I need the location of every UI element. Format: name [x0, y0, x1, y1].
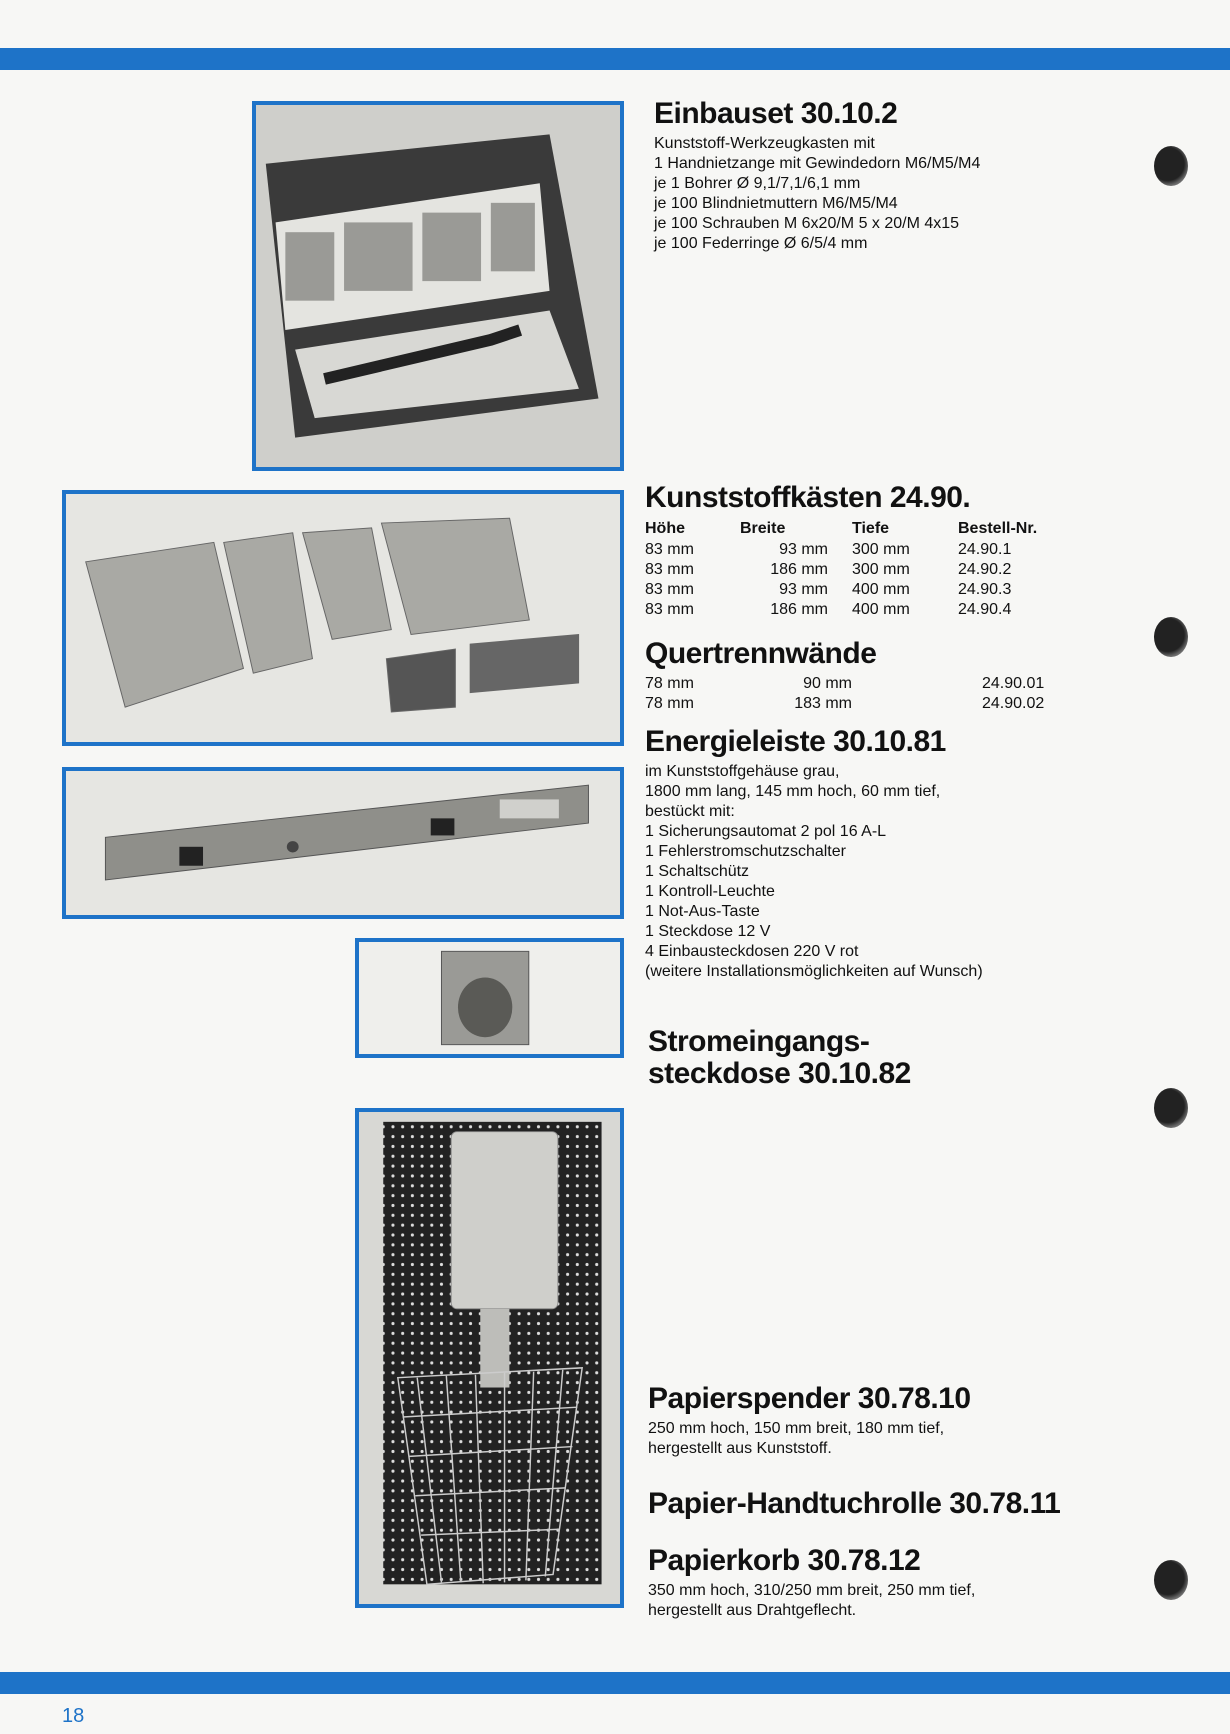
quertrennwaende-title: Quertrennwände [645, 637, 877, 670]
table-cell [876, 694, 982, 714]
table-cell: 24.90.4 [958, 601, 1012, 618]
binder-hole [1154, 1088, 1188, 1128]
table-cell: 78 mm [645, 695, 694, 712]
table-cell: 83 mm [645, 541, 694, 558]
table-cell: 24.90.1 [958, 541, 1012, 558]
table-cell: 83 mm [645, 601, 694, 618]
papierkorb-section [648, 1545, 975, 1621]
energieleiste-line: 1 Schaltschütz [645, 863, 750, 880]
papierkorb-description [648, 1581, 975, 1621]
page-number: 18 [62, 1705, 85, 1727]
einbauset-line: Kunststoff-Werkzeugkasten mit [654, 135, 875, 152]
table-cell: 24.90.01 [982, 675, 1045, 692]
column-header: Breite [740, 520, 786, 537]
einbauset-line: je 100 Blindnietmuttern M6/M5/M4 [654, 195, 898, 212]
table-cell: 400 mm [852, 581, 910, 598]
top-blue-band [0, 48, 1230, 70]
stromeingang-title-line2: steckdose 30.10.82 [648, 1057, 911, 1090]
papierkorb-line: hergestellt aus Drahtgeflecht. [648, 1602, 857, 1619]
table-cell: 83 mm [645, 561, 694, 578]
table-cell: 183 mm [794, 695, 852, 712]
table-cell: 400 mm [852, 601, 910, 618]
energieleiste-line: bestückt mit: [645, 803, 735, 820]
table-cell: 90 mm [803, 675, 852, 692]
quertrennwaende-table [645, 674, 1092, 714]
table-row [645, 540, 1068, 560]
table-cell: 24.90.02 [982, 695, 1045, 712]
energieleiste-line: 1 Steckdose 12 V [645, 923, 771, 940]
einbauset-description [654, 134, 980, 254]
energieleiste-line: 1 Sicherungsautomat 2 pol 16 A-L [645, 823, 887, 840]
power-socket-photo [355, 938, 624, 1058]
column-header: Bestell-Nr. [958, 520, 1038, 537]
paper-dispenser-photo [355, 1108, 624, 1608]
table-cell: 83 mm [645, 581, 694, 598]
kunststoffkaesten-table [645, 518, 1068, 620]
table-cell: 300 mm [852, 541, 910, 558]
stromeingang-title-line1: Stromeingangs- [648, 1025, 870, 1058]
energieleiste-description [645, 762, 983, 982]
table-row [645, 600, 1068, 620]
kunststoffkaesten-title: Kunststoffkästen 24.90. [645, 481, 971, 514]
einbauset-line: je 100 Federringe Ø 6/5/4 mm [654, 235, 868, 252]
einbauset-title: Einbauset 30.10.2 [654, 97, 898, 130]
papierspender-section [648, 1383, 971, 1459]
table-cell: 93 mm [779, 581, 828, 598]
table-cell: 93 mm [779, 541, 828, 558]
energieleiste-line: 1 Fehlerstromschutzschalter [645, 843, 846, 860]
table-cell [876, 674, 982, 694]
table-row [645, 560, 1068, 580]
energieleiste-line: im Kunststoffgehäuse grau, [645, 763, 840, 780]
kunststoffkaesten-section [645, 482, 1068, 620]
column-header: Höhe [645, 520, 685, 537]
papierkorb-line: 350 mm hoch, 310/250 mm breit, 250 mm tief, [648, 1582, 976, 1599]
table-header-row [645, 518, 1068, 540]
table-cell: 24.90.2 [958, 561, 1012, 578]
column-header: Tiefe [852, 520, 890, 537]
table-row [645, 694, 1092, 714]
energieleiste-line: 1 Kontroll-Leuchte [645, 883, 775, 900]
papierspender-description [648, 1419, 971, 1459]
table-cell: 300 mm [852, 561, 910, 578]
energieleiste-title: Energieleiste 30.10.81 [645, 725, 946, 758]
papierspender-line: hergestellt aus Kunststoff. [648, 1440, 832, 1457]
einbauset-line: 1 Handnietzange mit Gewindedorn M6/M5/M4 [654, 155, 981, 172]
energieleiste-line: 4 Einbausteckdosen 220 V rot [645, 943, 859, 960]
handtuchrolle-section [648, 1488, 1060, 1520]
binder-hole [1154, 146, 1188, 186]
papierkorb-title: Papierkorb 30.78.12 [648, 1544, 921, 1577]
table-row [645, 580, 1068, 600]
energieleiste-line: 1800 mm lang, 145 mm hoch, 60 mm tief, [645, 783, 941, 800]
toolbox-photo [252, 101, 624, 471]
table-cell: 186 mm [770, 601, 828, 618]
binder-hole [1154, 1560, 1188, 1600]
handtuchrolle-title: Papier-Handtuchrolle 30.78.11 [648, 1487, 1061, 1520]
energy-strip-photo [62, 767, 624, 919]
table-cell: 78 mm [645, 675, 694, 692]
einbauset-line: je 1 Bohrer Ø 9,1/7,1/6,1 mm [654, 175, 861, 192]
energieleiste-line: (weitere Installationsmöglichkeiten auf Wunsch) [645, 963, 983, 980]
energieleiste-line: 1 Not-Aus-Taste [645, 903, 760, 920]
bottom-blue-band [0, 1672, 1230, 1694]
einbauset-section [654, 98, 980, 254]
table-cell: 186 mm [770, 561, 828, 578]
energieleiste-section [645, 726, 983, 982]
quertrennwaende-section [645, 638, 1092, 714]
plastic-boxes-photo [62, 490, 624, 746]
stromeingang-section [648, 1026, 911, 1090]
binder-hole [1154, 617, 1188, 657]
papierspender-title: Papierspender 30.78.10 [648, 1382, 971, 1415]
einbauset-line: je 100 Schrauben M 6x20/M 5 x 20/M 4x15 [654, 215, 960, 232]
papierspender-line: 250 mm hoch, 150 mm breit, 180 mm tief, [648, 1420, 945, 1437]
table-cell: 24.90.3 [958, 581, 1012, 598]
table-row [645, 674, 1092, 694]
